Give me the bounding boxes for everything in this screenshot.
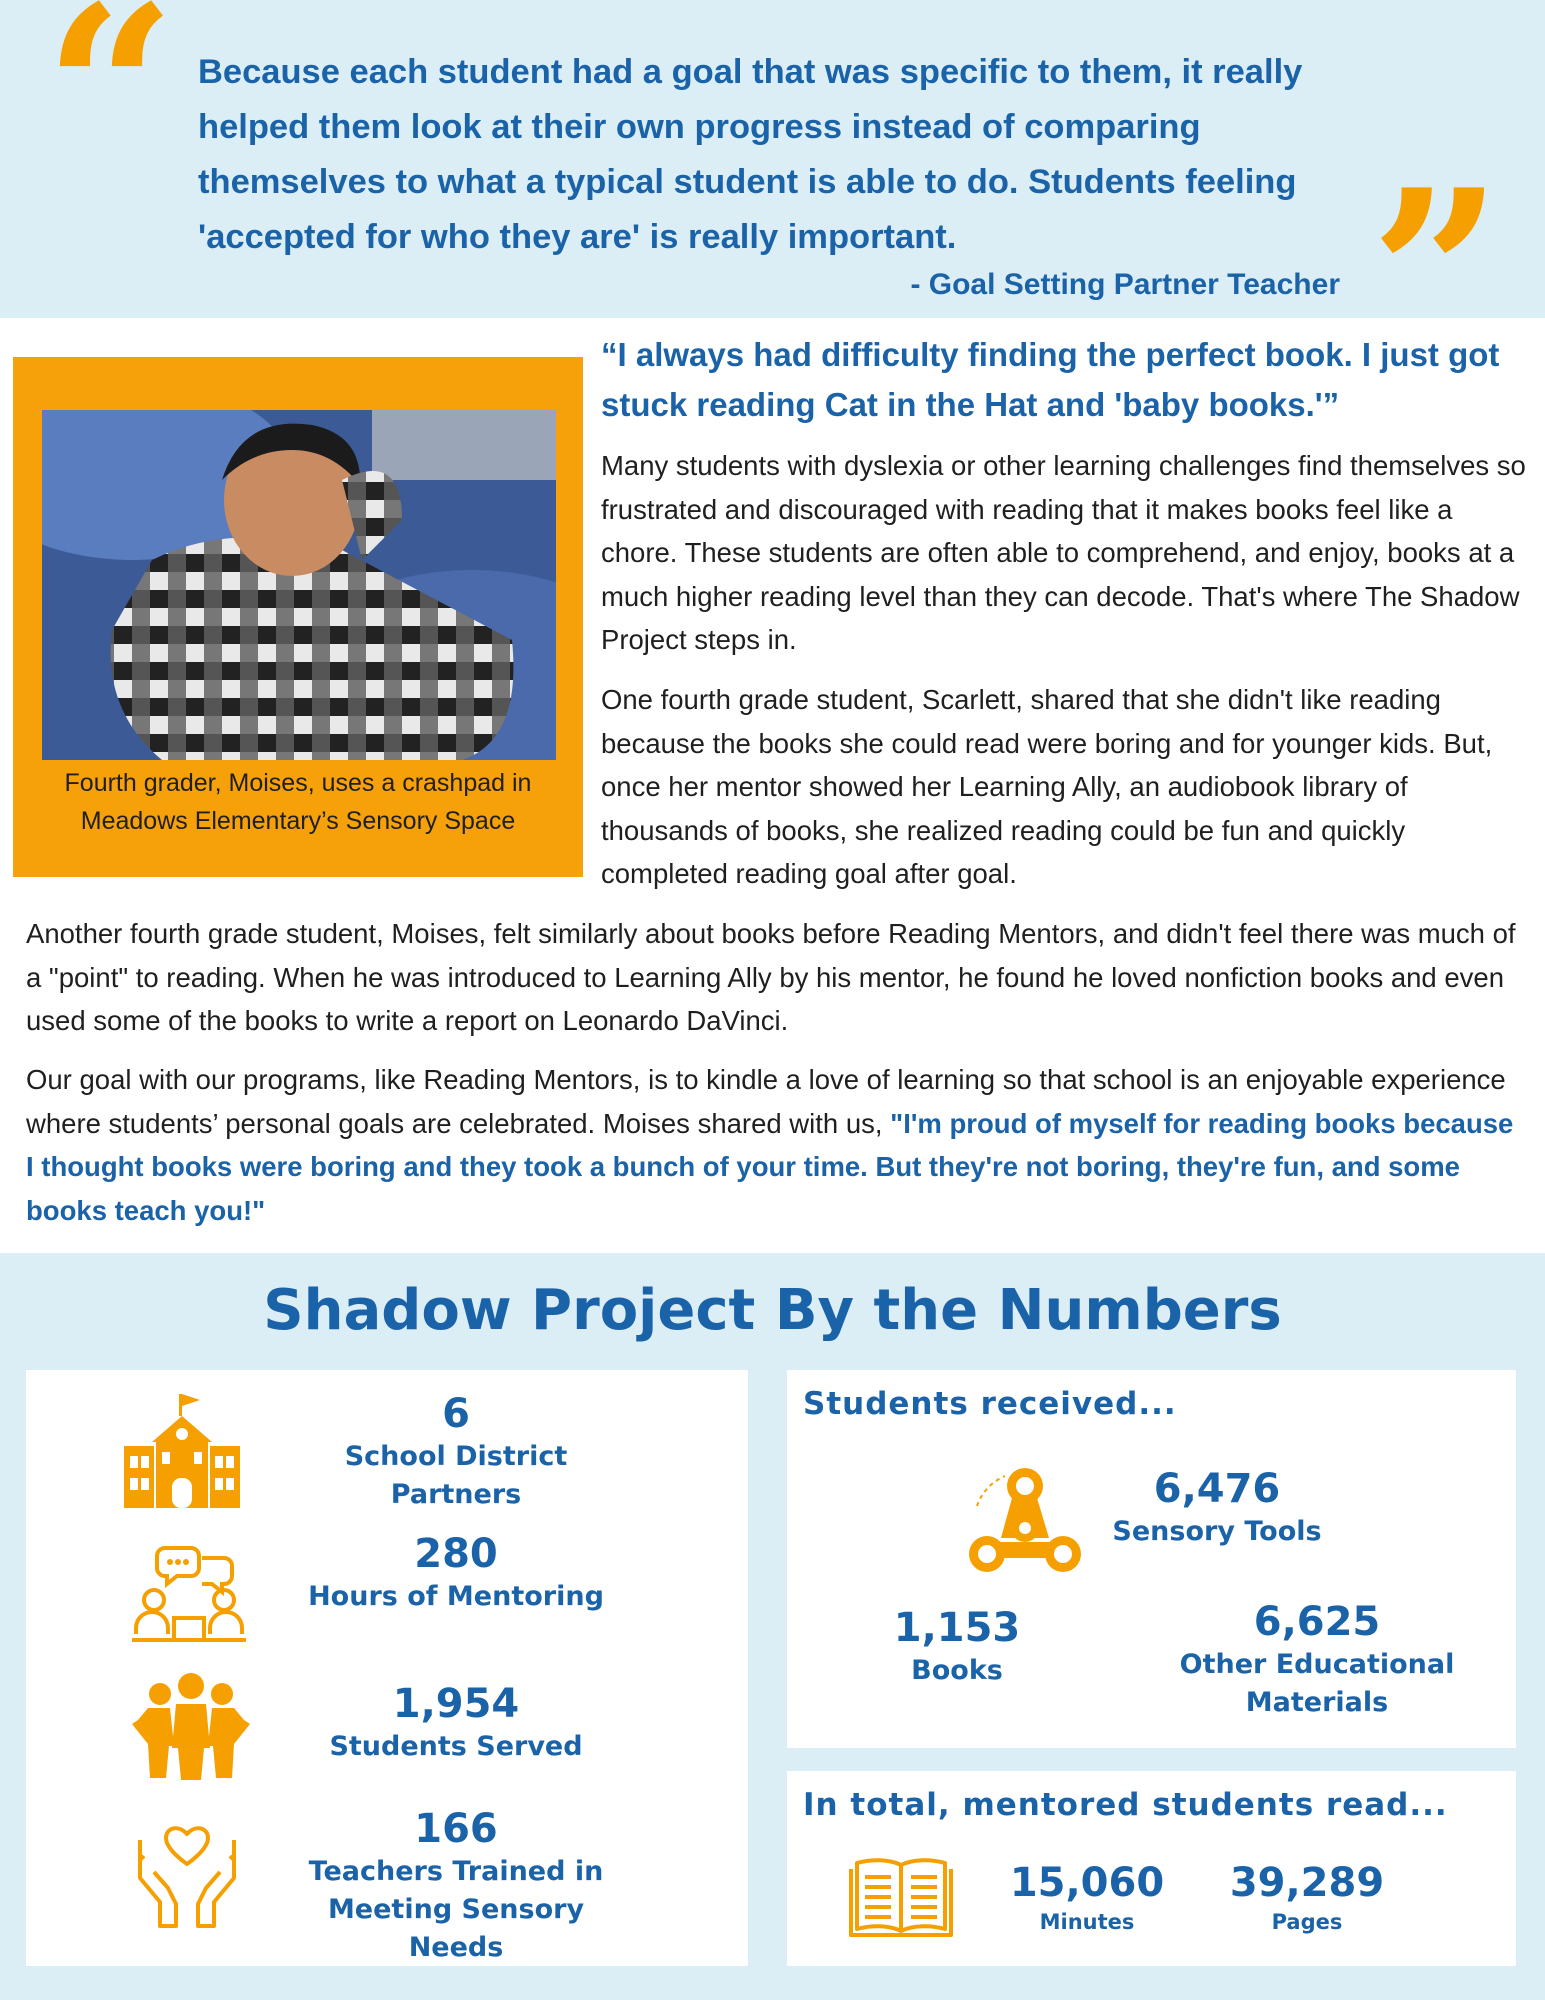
stat-label: Books xyxy=(911,1655,1003,1686)
story-paragraph-3: Another fourth grade student, Moises, felt similarly about books before Reading Mentors, and didn't feel there was much of a "point" to reading. When he was introduced to Learning Ally by his mentor, he found he loved nonfiction books and even used some of the books to write a report on Leonardo DaVinci. xyxy=(26,918,1516,1036)
stat-value: 166 xyxy=(414,1806,498,1852)
open-quote-mark: “ xyxy=(44,0,177,226)
stat-label: Sensory Tools xyxy=(1112,1516,1322,1547)
stat-label: Hours of Mentoring xyxy=(308,1581,604,1612)
paragraph-4-lead: Our goal with our programs, like Reading Mentors, is to kindle a love of learning so that school is an enjoyable experience where students’ personal goals are celebrated. Moises shared with us, xyxy=(26,1064,1506,1139)
stat-minutes-read xyxy=(997,1859,1177,1937)
stat-value: 1,153 xyxy=(893,1605,1021,1651)
numbers-title: Shadow Project By the Numbers xyxy=(263,1278,1282,1343)
close-quote-mark: ” xyxy=(1370,140,1503,410)
stat-sensory-tools xyxy=(1087,1465,1347,1551)
mentoring-icon xyxy=(130,1542,248,1647)
stat-mentoring-hours xyxy=(276,1530,636,1616)
stat-value: 6,476 xyxy=(1153,1466,1281,1512)
students-received-card xyxy=(787,1370,1516,1748)
story-paragraph-1: Many students with dyslexia or other learning challenges find themselves so frustrated and discouraged with reading that it makes books feel like a chore. These students are often able to comprehend, and enjoy, books at a much higher reading level than they can decode. That's where The Shadow Project steps in. xyxy=(601,450,1526,655)
fidget-spinner-icon xyxy=(967,1466,1082,1578)
moises-quote: "I'm proud of myself for reading books because I thought books were boring and they took a bunch of your time. But they're not boring, they're fun, and some books teach you!" xyxy=(26,1107,1514,1226)
stat-label: School District Partners xyxy=(344,1441,568,1510)
program-stats-card xyxy=(26,1370,748,1966)
mentored-reading-card xyxy=(787,1771,1516,1966)
stat-value: 6 xyxy=(442,1391,470,1437)
heart-hands-icon xyxy=(132,1820,242,1930)
stat-pages-read xyxy=(1217,1859,1397,1937)
stat-label: Teachers Trained in Meeting Sensory Needs xyxy=(308,1856,604,1963)
stat-value: 1,954 xyxy=(392,1681,520,1727)
student-photo xyxy=(42,410,556,760)
stat-label: Minutes xyxy=(1039,1910,1135,1934)
stat-teachers-trained xyxy=(276,1805,636,1967)
top-quote-text: Because each student had a goal that was specific to them, it really helped them look at their own progress instead of comparing themselves to what a typical student is able to do. Students feeling 'accepted for who they are' is really important. xyxy=(198,53,1303,256)
open-book-icon xyxy=(849,1855,953,1939)
photo-card xyxy=(13,357,583,877)
stat-books xyxy=(827,1604,1087,1690)
stat-value: 15,060 xyxy=(1009,1860,1165,1906)
school-icon xyxy=(122,1392,242,1510)
photo-caption: Fourth grader, Moises, uses a crashpad in Meadows Elementary’s Sensory Space xyxy=(64,769,532,835)
stat-value: 280 xyxy=(414,1531,498,1577)
story-paragraph-2: One fourth grade student, Scarlett, shared that she didn't like reading because the books she could read were boring and for younger kids. But, once her mentor showed her Learning Ally, an audiobook library of thousands of books, she realized reading could be fun and quickly completed reading goal after goal. xyxy=(601,684,1493,889)
read-heading: In total, mentored students read... xyxy=(803,1787,1448,1823)
stat-other-materials xyxy=(1157,1598,1477,1722)
stat-label: Students Served xyxy=(329,1731,583,1762)
received-heading: Students received... xyxy=(803,1386,1177,1422)
stat-students-served xyxy=(276,1680,636,1766)
story-paragraph-4 xyxy=(26,1058,1526,1232)
stat-district-partners xyxy=(276,1390,636,1514)
quote-attribution: - Goal Setting Partner Teacher xyxy=(910,268,1340,301)
stat-value: 39,289 xyxy=(1229,1860,1385,1906)
stat-label: Pages xyxy=(1271,1910,1343,1934)
student-pull-quote: “I always had difficulty finding the perfect book. I just got stuck reading Cat in the Hat and 'baby books.'” xyxy=(601,336,1500,423)
stat-label: Other Educational Materials xyxy=(1179,1649,1455,1718)
students-group-icon xyxy=(126,1670,256,1782)
stat-value: 6,625 xyxy=(1253,1599,1381,1645)
